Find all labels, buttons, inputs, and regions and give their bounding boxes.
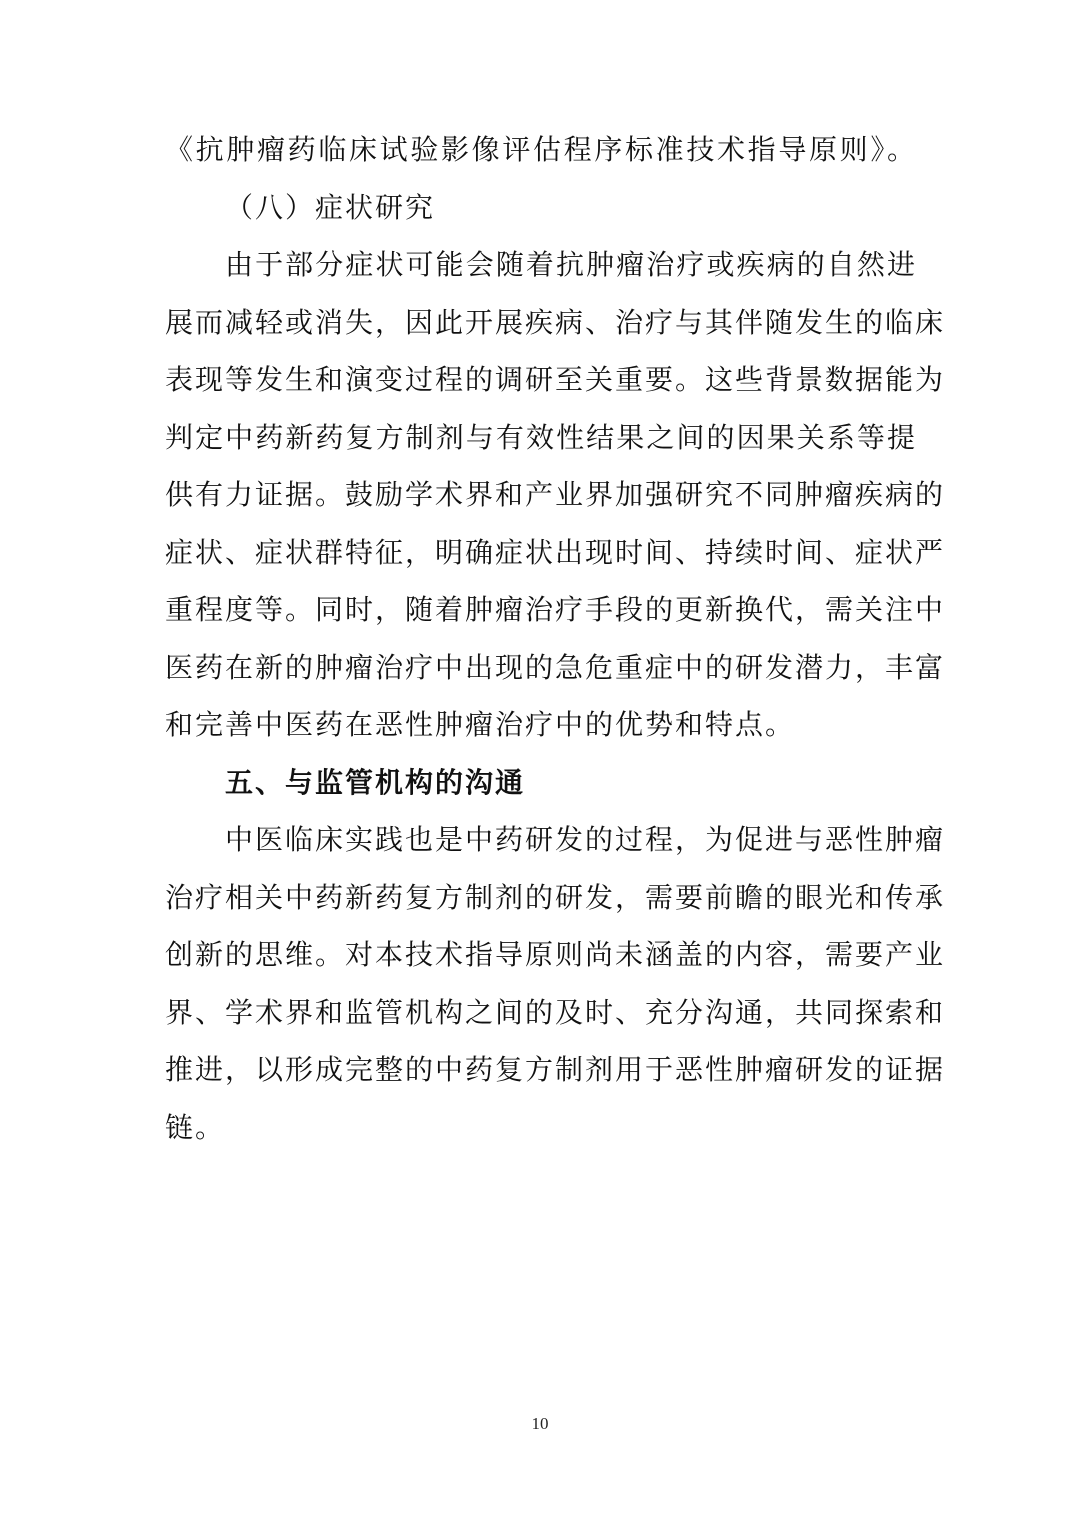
paragraph-line: 供有力证据。鼓励学术界和产业界加强研究不同肿瘤疾病的 [165,478,946,511]
section-8-paragraph [165,236,946,754]
paragraph-line: 治疗相关中药新药复方制剂的研发，需要前瞻的眼光和传承 [165,880,946,914]
paragraph-line: 创新的思维。对本技术指导原则尚未涵盖的内容，需要产业 [165,938,946,971]
section-8-heading: （八）症状研究 [225,190,436,224]
paragraph-line: 表现等发生和演变过程的调研至关重要。这些背景数据能为 [165,363,946,396]
paragraph-line: 医药在新的肿瘤治疗中出现的急危重症中的研发潜力，丰富 [165,650,946,684]
section-5-heading: 五、与监管机构的沟通 [225,765,526,799]
paragraph-line: 症状、症状群特征，明确症状出现时间、持续时间、症状严 [165,535,946,569]
paragraph-line: 展而减轻或消失，因此开展疾病、治疗与其伴随发生的临床 [165,305,946,339]
paragraph-line: 重程度等。同时，随着肿瘤治疗手段的更新换代，需关注中 [165,593,946,626]
paragraph-line: 中医临床实践也是中药研发的过程，为促进与恶性肿瘤 [225,823,946,856]
paragraph-line: 推进，以形成完整的中药复方制剂用于恶性肿瘤研发的证据 [165,1053,946,1086]
document-body [165,121,946,1156]
paragraph-line: 界、学术界和监管机构之间的及时、充分沟通，共同探索和 [165,995,946,1029]
page-number: 10 [531,1414,549,1433]
paragraph-line: 判定中药新药复方制剂与有效性结果之间的因果关系等提 [165,420,917,454]
reference-line: 《抗肿瘤药临床试验影像评估程序标准技术指导原则》。 [165,133,917,166]
paragraph-line: 和完善中医药在恶性肿瘤治疗中的优势和特点。 [165,708,796,741]
paragraph-line: 由于部分症状可能会随着抗肿瘤治疗或疾病的自然进 [225,248,917,281]
section-5-paragraph [165,811,946,1156]
paragraph-line: 链。 [165,1110,226,1144]
